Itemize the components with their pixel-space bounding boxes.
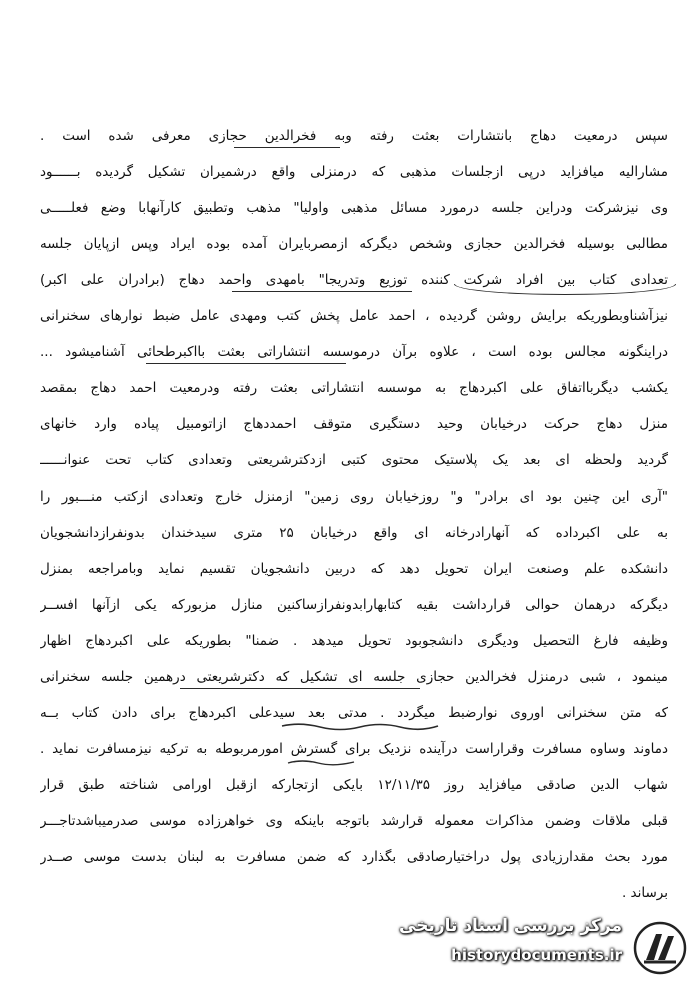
text-line-11: "آری این چنین بود ای برادر" و" روزخیابان روی زمین" ازمنزل خارج وتعدادی ازکتب منـــبور را <box>40 489 668 505</box>
text-line-22: برساند . <box>621 885 668 901</box>
text-line-16: مینمود ، شبی درمنزل فخرالدین حجازی جلسه ای تشکیل که دکترشریعتی درهمین جلسه سخنرانی <box>40 669 668 685</box>
watermark <box>399 912 692 982</box>
underline-mark <box>234 147 340 148</box>
wavy-underline-mark <box>280 722 440 732</box>
text-line-17: که متن سخنرانی اوروی نوارضبط میگردد . مدتی بعد سیدعلی اکبردهاج برای دادن کتاب بــه <box>40 705 668 721</box>
text-line-13: دانشکده علم وصنعت ایران تحویل دهد که دربین دانشجویان تقسیم نماید وبامراجعه بمنزل <box>40 561 668 577</box>
text-line-20: قبلی ملاقات وضمن مذاکرات معموله قرارشد باتوجه باینکه وی خواهرزاده موسی صدرمیباشدتاجـــر <box>40 813 668 829</box>
text-line-2: مشارالیه میافزاید درپی ازجلسات مذهبی که درمنزلی واقع درشمیران تشکیل گردیده بــــــود <box>40 164 668 180</box>
watermark-url: historydocuments.ir <box>451 946 622 964</box>
underline-mark <box>146 363 346 364</box>
text-line-12: به علی اکبرداده که آنهارادرخانه ای واقع درخیابان ۲۵ متری سیدخندان بدونفرازدانشجویان <box>40 525 668 541</box>
text-line-14: دیگرکه درهمان حوالی قرارداشت بقیه کتابهارابدونفرازساکنین منازل مزبورکه یکی ازآنها افســر <box>40 597 668 613</box>
wavy-underline-mark <box>286 758 356 768</box>
text-line-8: یکشب دیگربااتفاق علی اکبردهاج به موسسه انتشاراتی بعثت رفته ودرمعیت احمد دهاج بمقصد <box>40 380 668 396</box>
text-line-18: دماوند وساوه مسافرت وقراراست درآینده نزدیک برای گسترش امورمربوطه به ترکیه نیزمسافرت نماید . <box>40 741 668 757</box>
document-archive-logo-icon <box>632 920 688 976</box>
text-line-3: وی نیزشرکت ودراین جلسه درمورد مسائل مذهبی واولیا" مذهب وتطبیق کارآنهابا وضع فعلـــــی <box>40 200 668 216</box>
text-line-1: سپس درمعیت دهاج بانتشارات بعثت رفته وبه فخرالدین حجازی معرفی شده است . <box>40 128 668 144</box>
text-line-9: منزل دهاج حرکت درخیابان وحید دستگیری متوقف احمددهاج ازاتومبیل پیاده وارد خانهای <box>40 416 668 432</box>
text-line-21: مورد بحث مقدارزیادی پول دراختیارصادقی بگذارد که ضمن مسافرت به لبنان بدست موسی صــدر <box>40 849 668 865</box>
text-line-5: تعدادی کتاب بین افراد شرکت کننده توزیع وتدریجا" بامهدی واحمد دهاج (برادران علی اکبر) <box>40 272 668 288</box>
text-line-7: دراینگونه مجالس بوده است ، علاوه برآن درموسسه انتشاراتی بعثت بااکبرطحائی آشنامیشود ... <box>40 344 668 360</box>
text-line-15: وظیفه فارغ التحصیل ودیگری دانشجوبود تحویل میدهد . ضمنا" بطوریکه علی اکبردهاج اظهار <box>40 633 668 649</box>
underline-mark <box>232 291 412 292</box>
watermark-title: مرکز بررسی اسناد تاریخی <box>399 916 622 936</box>
text-line-10: گردید ولحظه ای بعد یک پلاستیک محتوی کتبی ازدکترشریعتی وتعدادی کتاب تحت عنوانــــــ <box>40 452 668 468</box>
underline-mark <box>180 688 420 689</box>
text-line-19: شهاب الدین صادقی میافزاید روز ۱۲/۱۱/۳۵ بایکی ازتجارکه ازقبل اورامی شناخته طبق قرار <box>40 777 668 793</box>
text-line-6: نیزآشناوبطوریکه برایش روشن گردیده ، احمد عامل پخش کتب ومهدی عامل ضبط نوارهای سخنرانی <box>40 308 668 324</box>
text-line-4: مطالبی بوسیله فخرالدین حجازی وشخص دیگرکه ازمصربایران آمده بوده ایراد وپس ازپایان جلسه <box>40 236 668 252</box>
